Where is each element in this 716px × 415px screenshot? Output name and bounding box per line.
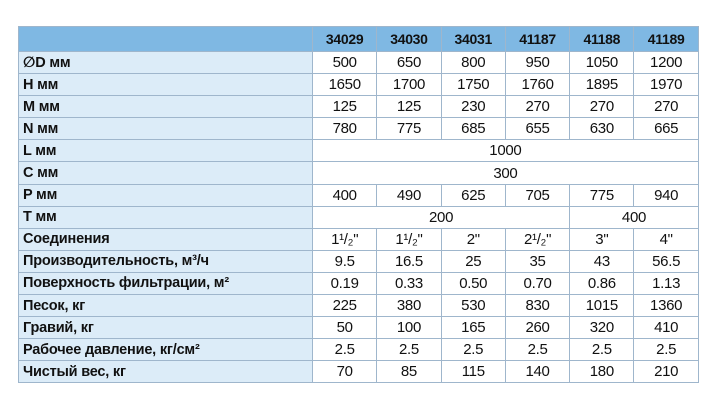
row-label: P мм — [19, 184, 313, 206]
table-cell: 665 — [634, 118, 698, 140]
table-row — [19, 140, 699, 162]
table-cell: 380 — [377, 295, 441, 317]
table-cell: 0.70 — [505, 272, 569, 294]
table-cell: 300 — [313, 162, 699, 184]
table-cell: 655 — [505, 118, 569, 140]
row-label: H мм — [19, 74, 313, 96]
table-cell: 4" — [634, 228, 698, 250]
table-cell: 1760 — [505, 74, 569, 96]
table-cell: 0.33 — [377, 272, 441, 294]
column-header: 34030 — [377, 27, 441, 52]
table-row — [19, 228, 699, 250]
table-cell: 2.5 — [313, 339, 377, 361]
table-cell: 70 — [313, 361, 377, 383]
table-cell: 140 — [505, 361, 569, 383]
header-corner-cell — [19, 27, 313, 52]
table-cell: 400 — [313, 184, 377, 206]
table-cell: 270 — [634, 96, 698, 118]
table-cell: 530 — [441, 295, 505, 317]
table-cell: 410 — [634, 317, 698, 339]
table-cell: 56.5 — [634, 250, 698, 272]
row-label: Песок, кг — [19, 295, 313, 317]
table-cell: 0.50 — [441, 272, 505, 294]
table-cell: 2.5 — [634, 339, 698, 361]
row-label: Соединения — [19, 228, 313, 250]
table-cell: 1¹/₂" — [377, 228, 441, 250]
table-cell: 1200 — [634, 52, 698, 74]
table-cell: 180 — [570, 361, 634, 383]
header-row — [19, 27, 699, 52]
table-row — [19, 52, 699, 74]
table-cell: 1650 — [313, 74, 377, 96]
table-cell: 490 — [377, 184, 441, 206]
row-label: Гравий, кг — [19, 317, 313, 339]
column-header: 34029 — [313, 27, 377, 52]
table-cell: 125 — [313, 96, 377, 118]
table-cell: 1970 — [634, 74, 698, 96]
table-cell: 1360 — [634, 295, 698, 317]
row-label: Рабочее давление, кг/см² — [19, 339, 313, 361]
row-label: N мм — [19, 118, 313, 140]
row-label: Чистый вес, кг — [19, 361, 313, 383]
row-label: T мм — [19, 206, 313, 228]
row-label: M мм — [19, 96, 313, 118]
table-cell: 780 — [313, 118, 377, 140]
row-label: Производительность, м³/ч — [19, 250, 313, 272]
table-cell: 1895 — [570, 74, 634, 96]
table-cell: 320 — [570, 317, 634, 339]
table-cell: 35 — [505, 250, 569, 272]
table-cell: 685 — [441, 118, 505, 140]
column-header: 34031 — [441, 27, 505, 52]
table-row — [19, 361, 699, 383]
table-cell: 1050 — [570, 52, 634, 74]
table-cell: 2¹/₂" — [505, 228, 569, 250]
spec-table — [18, 26, 699, 383]
table-cell: 775 — [570, 184, 634, 206]
table-cell: 165 — [441, 317, 505, 339]
table-cell: 210 — [634, 361, 698, 383]
table-cell: 2" — [441, 228, 505, 250]
table-cell: 2.5 — [570, 339, 634, 361]
table-cell: 940 — [634, 184, 698, 206]
table-row — [19, 118, 699, 140]
table-cell: 50 — [313, 317, 377, 339]
table-cell: 1.13 — [634, 272, 698, 294]
table-cell: 705 — [505, 184, 569, 206]
table-cell: 225 — [313, 295, 377, 317]
table-cell: 0.86 — [570, 272, 634, 294]
table-cell: 1750 — [441, 74, 505, 96]
table-cell: 1700 — [377, 74, 441, 96]
table-cell: 2.5 — [377, 339, 441, 361]
table-cell: 650 — [377, 52, 441, 74]
table-row — [19, 162, 699, 184]
column-header: 41187 — [505, 27, 569, 52]
table-row — [19, 339, 699, 361]
column-header: 41189 — [634, 27, 698, 52]
table-cell: 85 — [377, 361, 441, 383]
table-row — [19, 272, 699, 294]
table-row — [19, 317, 699, 339]
table-cell: 775 — [377, 118, 441, 140]
table-row — [19, 74, 699, 96]
table-cell: 43 — [570, 250, 634, 272]
row-label: L мм — [19, 140, 313, 162]
table-cell: 0.19 — [313, 272, 377, 294]
table-cell: 25 — [441, 250, 505, 272]
table-cell: 230 — [441, 96, 505, 118]
table-cell: 2.5 — [505, 339, 569, 361]
table-cell: 270 — [505, 96, 569, 118]
table-row — [19, 96, 699, 118]
table-cell: 3" — [570, 228, 634, 250]
row-label: ∅D мм — [19, 52, 313, 74]
table-cell: 115 — [441, 361, 505, 383]
table-cell: 200 — [313, 206, 570, 228]
table-row — [19, 184, 699, 206]
row-label: Поверхность фильтрации, м² — [19, 272, 313, 294]
table-row — [19, 206, 699, 228]
table-cell: 125 — [377, 96, 441, 118]
table-cell: 400 — [570, 206, 699, 228]
row-label: C мм — [19, 162, 313, 184]
table-row — [19, 250, 699, 272]
table-cell: 2.5 — [441, 339, 505, 361]
table-cell: 9.5 — [313, 250, 377, 272]
table-cell: 260 — [505, 317, 569, 339]
table-cell: 830 — [505, 295, 569, 317]
table-cell: 625 — [441, 184, 505, 206]
spec-table-container — [18, 26, 698, 383]
table-cell: 500 — [313, 52, 377, 74]
table-row — [19, 295, 699, 317]
table-cell: 1015 — [570, 295, 634, 317]
table-cell: 1¹/₂" — [313, 228, 377, 250]
table-cell: 1000 — [313, 140, 699, 162]
table-cell: 800 — [441, 52, 505, 74]
table-cell: 950 — [505, 52, 569, 74]
table-cell: 270 — [570, 96, 634, 118]
table-cell: 630 — [570, 118, 634, 140]
spec-table-body — [19, 52, 699, 383]
column-header: 41188 — [570, 27, 634, 52]
table-cell: 100 — [377, 317, 441, 339]
table-cell: 16.5 — [377, 250, 441, 272]
